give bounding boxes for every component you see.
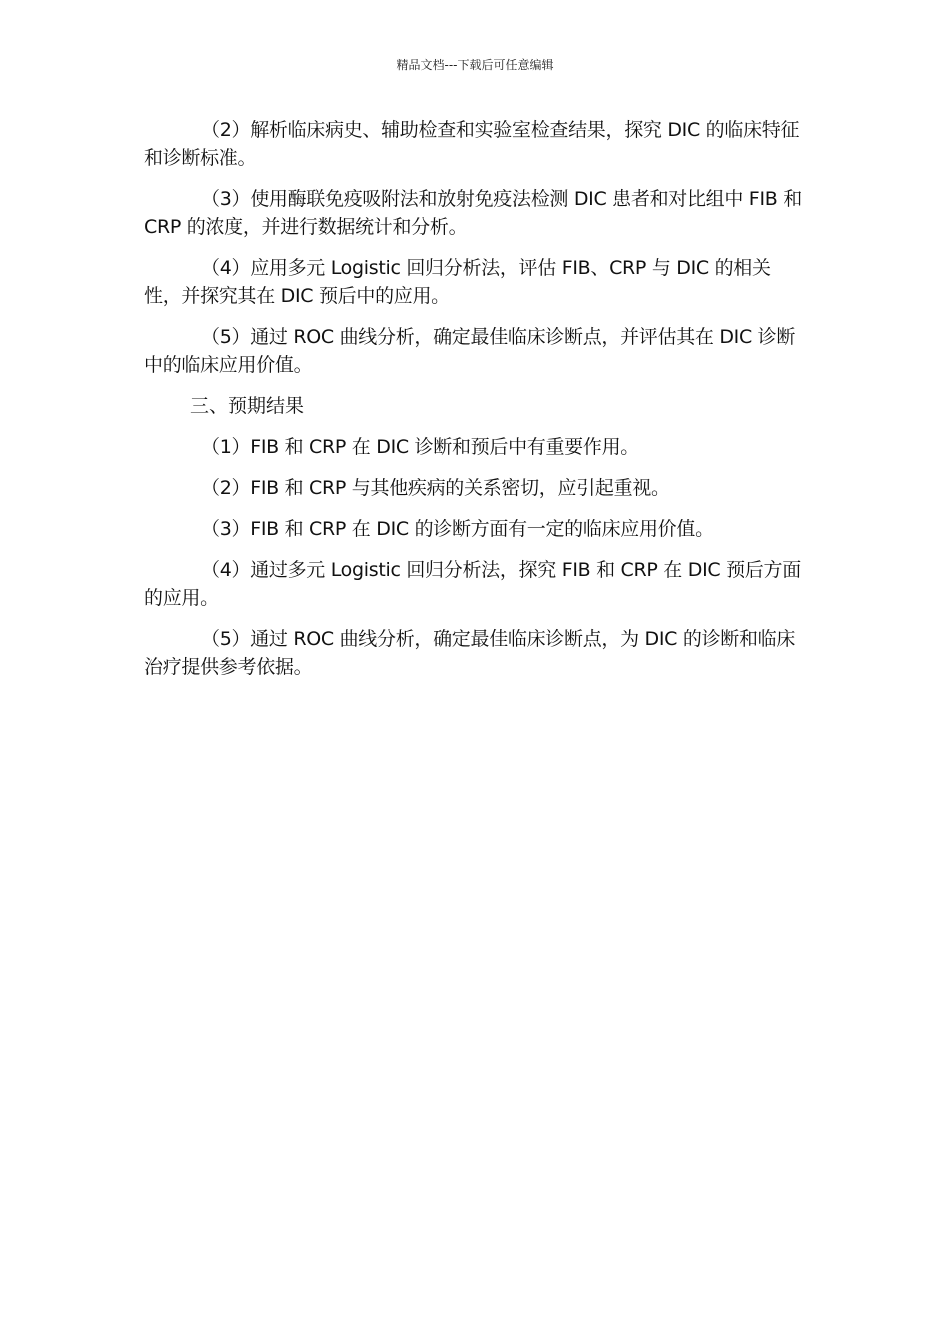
method-item-3: （3）使用酶联免疫吸附法和放射免疫法检测 DIC 患者和对比组中 FIB 和 CRP 的浓度，并进行数据统计和分析。 bbox=[144, 188, 802, 238]
result-item-5: （5）通过 ROC 曲线分析，确定最佳临床诊断点，为 DIC 的诊断和临床治疗提供参考依据。 bbox=[144, 628, 796, 678]
method-item-2: （2）解析临床病史、辅助检查和实验室检查结果，探究 DIC 的临床特征和诊断标准。 bbox=[144, 119, 800, 169]
result-item-4: （4）通过多元 Logistic 回归分析法，探究 FIB 和 CRP 在 DIC 预后方面的应用。 bbox=[144, 559, 801, 609]
document-body bbox=[144, 116, 804, 694]
method-item-4: （4）应用多元 Logistic 回归分析法，评估 FIB、CRP 与 DIC 的相关性，并探究其在 DIC 预后中的应用。 bbox=[144, 257, 771, 307]
result-item-1: （1）FIB 和 CRP 在 DIC 诊断和预后中有重要作用。 bbox=[201, 436, 639, 458]
result-item-2: （2）FIB 和 CRP 与其他疾病的关系密切，应引起重视。 bbox=[201, 477, 670, 499]
page-header: 精品文档---下载后可任意编辑 bbox=[396, 58, 554, 72]
method-item-5: （5）通过 ROC 曲线分析，确定最佳临床诊断点，并评估其在 DIC 诊断中的临床应用价值。 bbox=[144, 326, 796, 376]
result-item-3: （3）FIB 和 CRP 在 DIC 的诊断方面有一定的临床应用价值。 bbox=[201, 518, 714, 540]
section-title-expected-results: 三、预期结果 bbox=[190, 395, 305, 417]
